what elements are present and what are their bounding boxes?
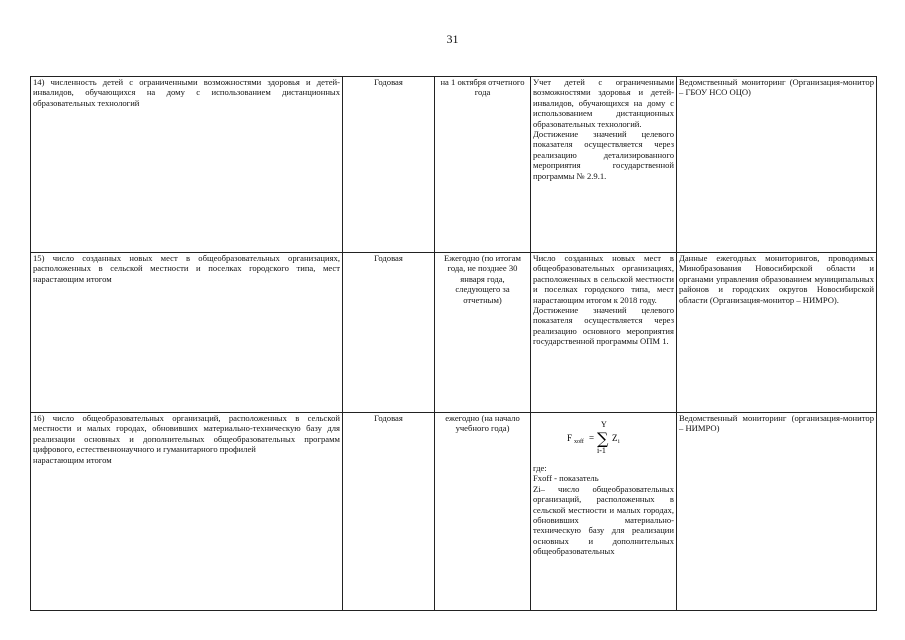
method-paragraph: Число созданных новых мест в общеобразовательных организациях, расположенных в сельской местности и поселках городского типа, мест нарастающим итогом к 2018 году.: [533, 253, 674, 305]
indicator-cell: 14) численность детей с ограниченными возможностями здоровья и детей-инвалидов, обучающихся на дому с использованием дистанционных образовательных технологий: [31, 77, 343, 253]
method-paragraph: Достижение значений целевого показателя осуществляется через реализацию детализированного мероприятия государственной программы № 2.9.1.: [533, 129, 674, 181]
method-paragraph: Fxoff - показатель: [533, 473, 599, 484]
source-cell: Ведомственный мониторинг (Организация-монитор – ГБОУ НСО ОЦО): [677, 77, 877, 253]
frequency-cell: Годовая: [343, 413, 435, 611]
method-paragraph: Учет детей с ограниченными возможностями здоровья и детей-инвалидов, обучающихся на дому с использованием дистанционных образовательных технологий.: [533, 77, 674, 129]
method-cell: [531, 77, 677, 253]
sum-formula: [533, 419, 674, 455]
date-cell: ежегодно (на начало учебного года): [435, 413, 531, 611]
date-cell: Ежегодно (по итогам года, не позднее 30 января года, следующего за отчетным): [435, 253, 531, 413]
sum-sign: ∑: [596, 429, 608, 448]
indicator-tail: нарастающим итогом: [33, 454, 112, 465]
formula-term: Z: [611, 433, 617, 443]
indicator-cell: 15) число созданных новых мест в общеобразовательных организациях, расположенных в сельской местности и поселках городского типа, мест нарастающим итогом: [31, 253, 343, 413]
formula-lower: i-1: [596, 446, 606, 455]
method-cell: [531, 253, 677, 413]
indicator-cell: [31, 413, 343, 611]
frequency-cell: Годовая: [343, 77, 435, 253]
source-cell: Данные ежегодных мониторингов, проводимых Минобразования Новосибирской области и органами управления образованием муниципальных районов и городских округов Новосибирской области (Организация-монитор – НИМРО).: [677, 253, 877, 413]
table-row: [31, 77, 877, 253]
method-paragraph: где:: [533, 463, 547, 473]
formula-term-sub: i: [617, 439, 620, 445]
formula-upper: Y: [600, 420, 607, 429]
method-paragraph: Достижение значений целевого показателя осуществляется через реализацию основного мероприятия государственной программы ОПМ 1.: [533, 305, 674, 347]
frequency-cell: Годовая: [343, 253, 435, 413]
table-row: [31, 253, 877, 413]
source-cell: Ведомственный мониторинг (организация-монитор – НИМРО): [677, 413, 877, 611]
page-number: 31: [446, 32, 459, 46]
indicators-table: [30, 76, 877, 611]
formula-lhs-sub: xoff: [573, 439, 584, 445]
date-cell: на 1 октября отчетного года: [435, 77, 531, 253]
indicator-text: 16) число общеобразовательных организаций, расположенных в сельской местности и малых городах, обновивших материально-техническую базу для реализации основных и дополнительных общеобразовательных программ цифрового, естественнонаучного и гуманитарного профилей: [33, 413, 340, 455]
method-paragraph: Zi– число общеобразовательных организаций, расположенных в сельской местности и малых городах, обновивших материально-техническую базу для реализации основных и дополнительных общеобразовательных: [533, 483, 674, 557]
table-row: [31, 413, 877, 611]
method-cell: [531, 413, 677, 611]
svg-text:=: =: [588, 433, 594, 443]
formula-lhs: F: [566, 433, 572, 443]
